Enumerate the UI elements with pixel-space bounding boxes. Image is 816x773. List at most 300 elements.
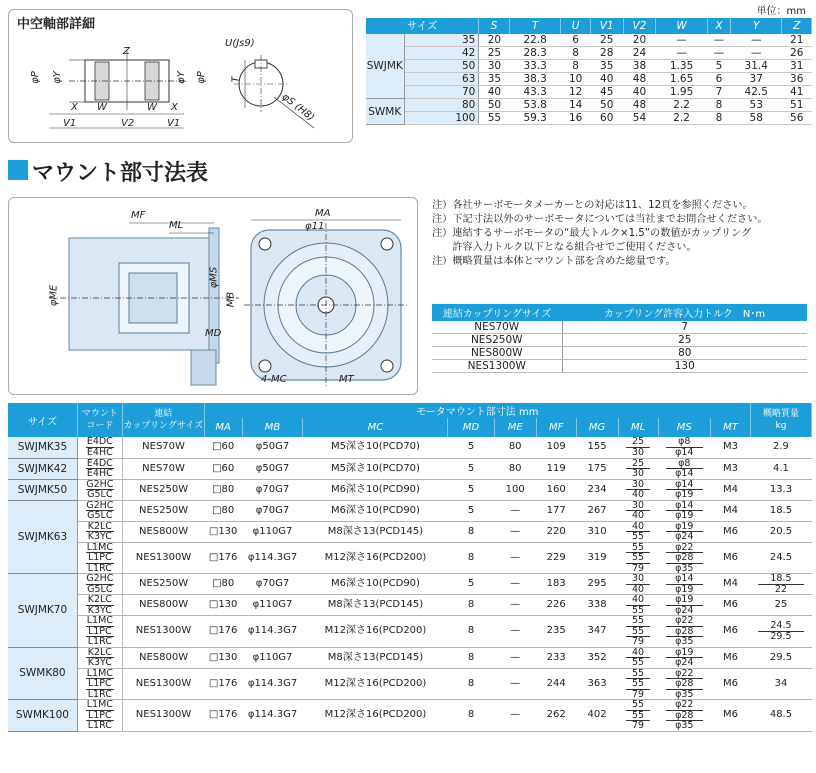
shaft-cell: 25 <box>479 47 510 60</box>
shaft-cell: 6 <box>561 34 590 47</box>
weight-value: 4.1 <box>750 458 811 479</box>
mb-value: φ114.3G7 <box>242 668 303 700</box>
shaft-cell: 36 <box>782 73 812 86</box>
me-value: — <box>494 647 536 668</box>
col-mf: MF <box>536 418 576 437</box>
mt-value: M6 <box>711 595 751 616</box>
shaft-cell: 28.3 <box>509 47 561 60</box>
shaft-cell: 5 <box>707 60 730 73</box>
label-mf: MF <box>131 210 146 221</box>
mc-value: M8深さ13(PCD145) <box>303 647 448 668</box>
coupling-cell: 7 <box>562 321 807 334</box>
shaft-row <box>366 86 812 99</box>
mf-value: 229 <box>536 542 576 574</box>
shaft-cell: 60 <box>590 112 623 125</box>
mb-value: φ114.3G7 <box>242 616 303 648</box>
shaft-cell: 58 <box>730 112 782 125</box>
label-x: X <box>71 102 78 113</box>
shaft-cell: 8 <box>561 60 590 73</box>
mf-value: 226 <box>536 595 576 616</box>
col-mt: MT <box>711 418 751 437</box>
mt-value: M6 <box>711 668 751 700</box>
shaft-row <box>366 99 812 112</box>
mb-value: φ114.3G7 <box>242 542 303 574</box>
ma-value: □130 <box>204 595 242 616</box>
shaft-cell: 1.35 <box>656 60 708 73</box>
me-value: — <box>494 521 536 542</box>
label-w2: W <box>147 102 157 113</box>
ml-value: 25 30 <box>618 458 658 479</box>
label-ml: ML <box>169 220 184 231</box>
mount-drawing <box>9 198 418 395</box>
mount-dimension-table <box>8 403 812 732</box>
ml-value: 55 55 79 <box>618 700 658 732</box>
mount-size: SWJMK63 <box>8 500 77 574</box>
shaft-cell: 38.3 <box>509 73 561 86</box>
mount-code: L1MC L1PC L1RC <box>77 668 122 700</box>
ml-value: 40 55 <box>618 595 658 616</box>
mount-row <box>8 437 812 458</box>
ml-value: 55 55 79 <box>618 668 658 700</box>
mount-code: G2HC G5LC <box>77 479 122 500</box>
mf-value: 262 <box>536 700 576 732</box>
coupling-cell: 25 <box>562 334 807 347</box>
me-value: — <box>494 616 536 648</box>
mount-code: L1MC L1PC L1RC <box>77 616 122 648</box>
me-value: — <box>494 700 536 732</box>
mount-row <box>8 500 812 521</box>
mc-value: M6深さ10(PCD90) <box>303 574 448 595</box>
notes <box>432 199 768 269</box>
mt-value: M6 <box>711 647 751 668</box>
shaft-cell: 20 <box>623 34 656 47</box>
mount-row <box>8 616 812 648</box>
mb-value: φ110G7 <box>242 521 303 542</box>
shaft-group-name: SWMK <box>366 99 404 125</box>
ms-value: φ14 φ19 <box>658 479 711 500</box>
label-phi-p: φP <box>29 71 41 84</box>
mount-row <box>8 479 812 500</box>
mt-value: M6 <box>711 700 751 732</box>
md-value: 8 <box>448 647 494 668</box>
weight-value: 29.5 <box>750 647 811 668</box>
coupling-row <box>432 360 807 373</box>
mg-value: 234 <box>576 479 618 500</box>
ms-value: φ14 φ19 <box>658 500 711 521</box>
shaft-cell: 48 <box>623 73 656 86</box>
mount-code: K2LC K3YC <box>77 647 122 668</box>
label-phi-y2: φY <box>175 71 187 84</box>
mg-value: 352 <box>576 647 618 668</box>
mount-size: SWMK80 <box>8 647 77 700</box>
weight-value: 20.5 <box>750 521 811 542</box>
shaft-row <box>366 60 812 73</box>
shaft-cell: 37 <box>730 73 782 86</box>
ma-value: □80 <box>204 500 242 521</box>
shaft-size: 63 <box>404 73 479 86</box>
md-value: 8 <box>448 668 494 700</box>
ml-value: 25 30 <box>618 437 658 458</box>
mt-value: M3 <box>711 437 751 458</box>
mc-value: M12深さ16(PCD200) <box>303 616 448 648</box>
mc-value: M5深さ10(PCD70) <box>303 437 448 458</box>
mc-value: M5深さ10(PCD70) <box>303 458 448 479</box>
shaft-cell: 2.2 <box>656 99 708 112</box>
coupling-row <box>432 321 807 334</box>
coupling-torque-table <box>432 304 807 373</box>
mc-value: M12深さ16(PCD200) <box>303 700 448 732</box>
shaft-cell: 31 <box>782 60 812 73</box>
shaft-col-7: X <box>707 18 730 34</box>
weight-value: 48.5 <box>750 700 811 732</box>
ma-value: □60 <box>204 458 242 479</box>
ms-value: φ22 φ28 φ35 <box>658 616 711 648</box>
ml-value: 55 55 79 <box>618 616 658 648</box>
label-phi-p2: φP <box>195 71 207 84</box>
shaft-size: 50 <box>404 60 479 73</box>
weight-value: 24.5 <box>750 542 811 574</box>
coupling-cell: NES70W <box>432 321 562 334</box>
coupling-size: NES800W <box>122 521 204 542</box>
coupling-size: NES1300W <box>122 668 204 700</box>
col-coupling-size: 連結カップリングサイズ <box>432 304 562 321</box>
shaft-cell: 40 <box>590 73 623 86</box>
ml-value: 40 55 <box>618 647 658 668</box>
label-w: W <box>97 102 107 113</box>
mt-value: M6 <box>711 542 751 574</box>
coupling-cell: 130 <box>562 360 807 373</box>
shaft-cell: 33.3 <box>509 60 561 73</box>
shaft-cell: 35 <box>479 73 510 86</box>
mount-row <box>8 521 812 542</box>
coupling-cell: NES250W <box>432 334 562 347</box>
ma-value: □80 <box>204 479 242 500</box>
ml-value: 40 55 <box>618 521 658 542</box>
mc-value: M12深さ16(PCD200) <box>303 668 448 700</box>
mb-value: φ70G7 <box>242 500 303 521</box>
shaft-row <box>366 73 812 86</box>
me-value: 80 <box>494 458 536 479</box>
shaft-cell: 12 <box>561 86 590 99</box>
note-line: 注）連結するサーボモータの“最大トルク×1.5”の数値がカップリング <box>432 228 752 239</box>
ml-value: 55 55 79 <box>618 542 658 574</box>
shaft-cell: 31.4 <box>730 60 782 73</box>
ma-value: □80 <box>204 574 242 595</box>
label-md: MD <box>205 328 222 339</box>
shaft-cell: 21 <box>782 34 812 47</box>
weight-value: 18.5 22 <box>750 574 811 595</box>
mt-value: M3 <box>711 458 751 479</box>
col-mg: MG <box>576 418 618 437</box>
shaft-cell: — <box>707 47 730 60</box>
section-title: マウント部寸法表 <box>32 161 209 186</box>
ml-value: 30 40 <box>618 574 658 595</box>
mc-value: M12深さ16(PCD200) <box>303 542 448 574</box>
label-z: Z <box>123 46 130 57</box>
ma-value: □176 <box>204 668 242 700</box>
md-value: 8 <box>448 521 494 542</box>
ms-value: φ19 φ24 <box>658 647 711 668</box>
mt-value: M6 <box>711 521 751 542</box>
mc-value: M8深さ13(PCD145) <box>303 521 448 542</box>
mb-value: φ50G7 <box>242 437 303 458</box>
col-dims-group: モータマウント部寸法 mm <box>204 403 750 418</box>
coupling-size: NES70W <box>122 458 204 479</box>
mf-value: 233 <box>536 647 576 668</box>
shaft-cell: 8 <box>707 112 730 125</box>
mc-value: M8深さ13(PCD145) <box>303 595 448 616</box>
mb-value: φ110G7 <box>242 595 303 616</box>
mb-value: φ70G7 <box>242 574 303 595</box>
label-t: T <box>230 76 242 83</box>
shaft-cell: 30 <box>479 60 510 73</box>
shaft-cell: 38 <box>623 60 656 73</box>
mf-value: 177 <box>536 500 576 521</box>
note-line: 注）概略質量は本体とマウント部を含めた総量です。 <box>432 256 676 267</box>
shaft-size: 80 <box>404 99 479 112</box>
md-value: 5 <box>448 500 494 521</box>
coupling-size: NES250W <box>122 574 204 595</box>
md-value: 8 <box>448 595 494 616</box>
hollow-shaft-panel <box>8 9 353 143</box>
weight-value: 2.9 <box>750 437 811 458</box>
me-value: — <box>494 542 536 574</box>
mount-row <box>8 542 812 574</box>
shaft-col-9: Z <box>782 18 812 34</box>
mount-row <box>8 458 812 479</box>
shaft-cell: 50 <box>590 99 623 112</box>
mount-row <box>8 647 812 668</box>
shaft-cell: 35 <box>590 60 623 73</box>
me-value: — <box>494 500 536 521</box>
shaft-cell: 6 <box>707 73 730 86</box>
ma-value: □176 <box>204 616 242 648</box>
mg-value: 338 <box>576 595 618 616</box>
col-mount-code: マウント コード <box>77 403 122 437</box>
shaft-cell: 10 <box>561 73 590 86</box>
md-value: 5 <box>448 458 494 479</box>
shaft-cell: 8 <box>707 99 730 112</box>
shaft-cell: 59.3 <box>509 112 561 125</box>
label-mc: 4-MC <box>261 374 287 385</box>
coupling-size: NES70W <box>122 437 204 458</box>
note-line: 注）各社サーボモータメーカーとの対応は11、12頁を参照ください。 <box>432 200 753 211</box>
weight-value: 24.5 29.5 <box>750 616 811 648</box>
mount-size: SWMK100 <box>8 700 77 732</box>
mg-value: 319 <box>576 542 618 574</box>
mount-size: SWJMK50 <box>8 479 77 500</box>
ml-value: 30 40 <box>618 479 658 500</box>
shaft-size: 70 <box>404 86 479 99</box>
label-mt: MT <box>339 374 354 385</box>
label-phi-y: φY <box>51 71 63 84</box>
shaft-col-8: Y <box>730 18 782 34</box>
me-value: 80 <box>494 437 536 458</box>
shaft-cell: 51 <box>782 99 812 112</box>
shaft-cell: — <box>730 34 782 47</box>
shaft-col-4: V1 <box>590 18 623 34</box>
shaft-cell: 2.2 <box>656 112 708 125</box>
mount-row <box>8 700 812 732</box>
shaft-col-2: T <box>509 18 561 34</box>
ma-value: □176 <box>204 542 242 574</box>
shaft-cell: — <box>656 34 708 47</box>
weight-value: 34 <box>750 668 811 700</box>
col-me: ME <box>494 418 536 437</box>
weight-value: 18.5 <box>750 500 811 521</box>
shaft-col-3: U <box>561 18 590 34</box>
unit-label: 単位：mm <box>756 6 806 17</box>
mf-value: 119 <box>536 458 576 479</box>
coupling-row <box>432 334 807 347</box>
md-value: 5 <box>448 574 494 595</box>
mb-value: φ50G7 <box>242 458 303 479</box>
col-size: サイズ <box>8 403 77 437</box>
mf-value: 183 <box>536 574 576 595</box>
shaft-col-1: S <box>479 18 510 34</box>
shaft-cell: 14 <box>561 99 590 112</box>
shaft-col-5: V2 <box>623 18 656 34</box>
mb-value: φ110G7 <box>242 647 303 668</box>
coupling-size: NES800W <box>122 647 204 668</box>
mc-value: M6深さ10(PCD90) <box>303 500 448 521</box>
ms-value: φ19 φ24 <box>658 521 711 542</box>
mt-value: M4 <box>711 500 751 521</box>
label-s: φS (H8) <box>279 91 317 124</box>
coupling-cell: 80 <box>562 347 807 360</box>
shaft-cell: 22.8 <box>509 34 561 47</box>
label-phi-ms: φMS <box>208 266 220 289</box>
mount-code: E4DC E4HC <box>77 437 122 458</box>
shaft-cell: 40 <box>623 86 656 99</box>
coupling-cell: NES1300W <box>432 360 562 373</box>
label-v1b: V1 <box>167 118 181 129</box>
shaft-cell: 24 <box>623 47 656 60</box>
weight-value: 13.3 <box>750 479 811 500</box>
col-weight: 概略質量 kg <box>750 403 811 437</box>
shaft-cell: 26 <box>782 47 812 60</box>
col-ms: MS <box>658 418 711 437</box>
weight-value: 25 <box>750 595 811 616</box>
shaft-size: 35 <box>404 34 479 47</box>
mount-code: K2LC K3YC <box>77 521 122 542</box>
note-line: 注）下記寸法以外のサーボモータについては当社までお問合せください。 <box>432 214 768 225</box>
mf-value: 244 <box>536 668 576 700</box>
mount-row <box>8 668 812 700</box>
shaft-cell: 56 <box>782 112 812 125</box>
col-allowable-torque: カップリング許容入力トルク N･m <box>562 304 807 321</box>
shaft-cell: — <box>730 47 782 60</box>
coupling-size: NES250W <box>122 479 204 500</box>
shaft-row <box>366 47 812 60</box>
shaft-size: 100 <box>404 112 479 125</box>
shaft-cell: 8 <box>561 47 590 60</box>
shaft-cell: 53.8 <box>509 99 561 112</box>
shaft-cell: 54 <box>623 112 656 125</box>
shaft-cell: 53 <box>730 99 782 112</box>
md-value: 8 <box>448 616 494 648</box>
ms-value: φ8 φ14 <box>658 437 711 458</box>
mf-value: 235 <box>536 616 576 648</box>
col-md: MD <box>448 418 494 437</box>
shaft-cell: 40 <box>479 86 510 99</box>
mb-value: φ70G7 <box>242 479 303 500</box>
mount-row <box>8 574 812 595</box>
label-v2: V2 <box>121 118 135 129</box>
md-value: 5 <box>448 479 494 500</box>
label-mb: MB <box>225 291 237 308</box>
me-value: — <box>494 574 536 595</box>
mc-value: M6深さ10(PCD90) <box>303 479 448 500</box>
shaft-cell: — <box>656 47 708 60</box>
coupling-size: NES1300W <box>122 616 204 648</box>
shaft-cell: 43.3 <box>509 86 561 99</box>
section-marker <box>8 160 28 180</box>
mf-value: 160 <box>536 479 576 500</box>
shaft-cell: 55 <box>479 112 510 125</box>
shaft-cell: 42.5 <box>730 86 782 99</box>
mg-value: 402 <box>576 700 618 732</box>
shaft-cell: 20 <box>479 34 510 47</box>
shaft-row <box>366 112 812 125</box>
me-value: 100 <box>494 479 536 500</box>
shaft-cell: 28 <box>590 47 623 60</box>
col-ma: MA <box>204 418 242 437</box>
label-phi11: φ11 <box>305 221 325 232</box>
md-value: 8 <box>448 700 494 732</box>
col-mc: MC <box>303 418 448 437</box>
label-ma: MA <box>315 208 331 219</box>
mg-value: 175 <box>576 458 618 479</box>
mg-value: 363 <box>576 668 618 700</box>
shaft-cell: 50 <box>479 99 510 112</box>
mt-value: M4 <box>711 574 751 595</box>
mount-row <box>8 595 812 616</box>
col-ml: ML <box>618 418 658 437</box>
coupling-size: NES250W <box>122 500 204 521</box>
mg-value: 295 <box>576 574 618 595</box>
ml-value: 30 40 <box>618 500 658 521</box>
shaft-cell: 7 <box>707 86 730 99</box>
ms-value: φ22 φ28 φ35 <box>658 542 711 574</box>
coupling-size: NES1300W <box>122 542 204 574</box>
col-coupling: 連結 カップリングサイズ <box>122 403 204 437</box>
mount-code: G2HC G5LC <box>77 574 122 595</box>
mount-drawing-panel <box>8 197 418 395</box>
mf-value: 109 <box>536 437 576 458</box>
mb-value: φ114.3G7 <box>242 700 303 732</box>
shaft-cell: 16 <box>561 112 590 125</box>
mount-code: K2LC K3YC <box>77 595 122 616</box>
mount-code: L1MC L1PC L1RC <box>77 542 122 574</box>
shaft-cell: 1.65 <box>656 73 708 86</box>
me-value: — <box>494 668 536 700</box>
coupling-size: NES800W <box>122 595 204 616</box>
md-value: 8 <box>448 542 494 574</box>
mg-value: 310 <box>576 521 618 542</box>
shaft-size: 42 <box>404 47 479 60</box>
shaft-cell: 1.95 <box>656 86 708 99</box>
col-mb: MB <box>242 418 303 437</box>
shaft-col-6: W <box>656 18 708 34</box>
mg-value: 347 <box>576 616 618 648</box>
ms-value: φ8 φ14 <box>658 458 711 479</box>
coupling-cell: NES800W <box>432 347 562 360</box>
shaft-dimension-table <box>366 18 812 125</box>
mf-value: 220 <box>536 521 576 542</box>
ms-value: φ22 φ28 φ35 <box>658 668 711 700</box>
ma-value: □176 <box>204 700 242 732</box>
